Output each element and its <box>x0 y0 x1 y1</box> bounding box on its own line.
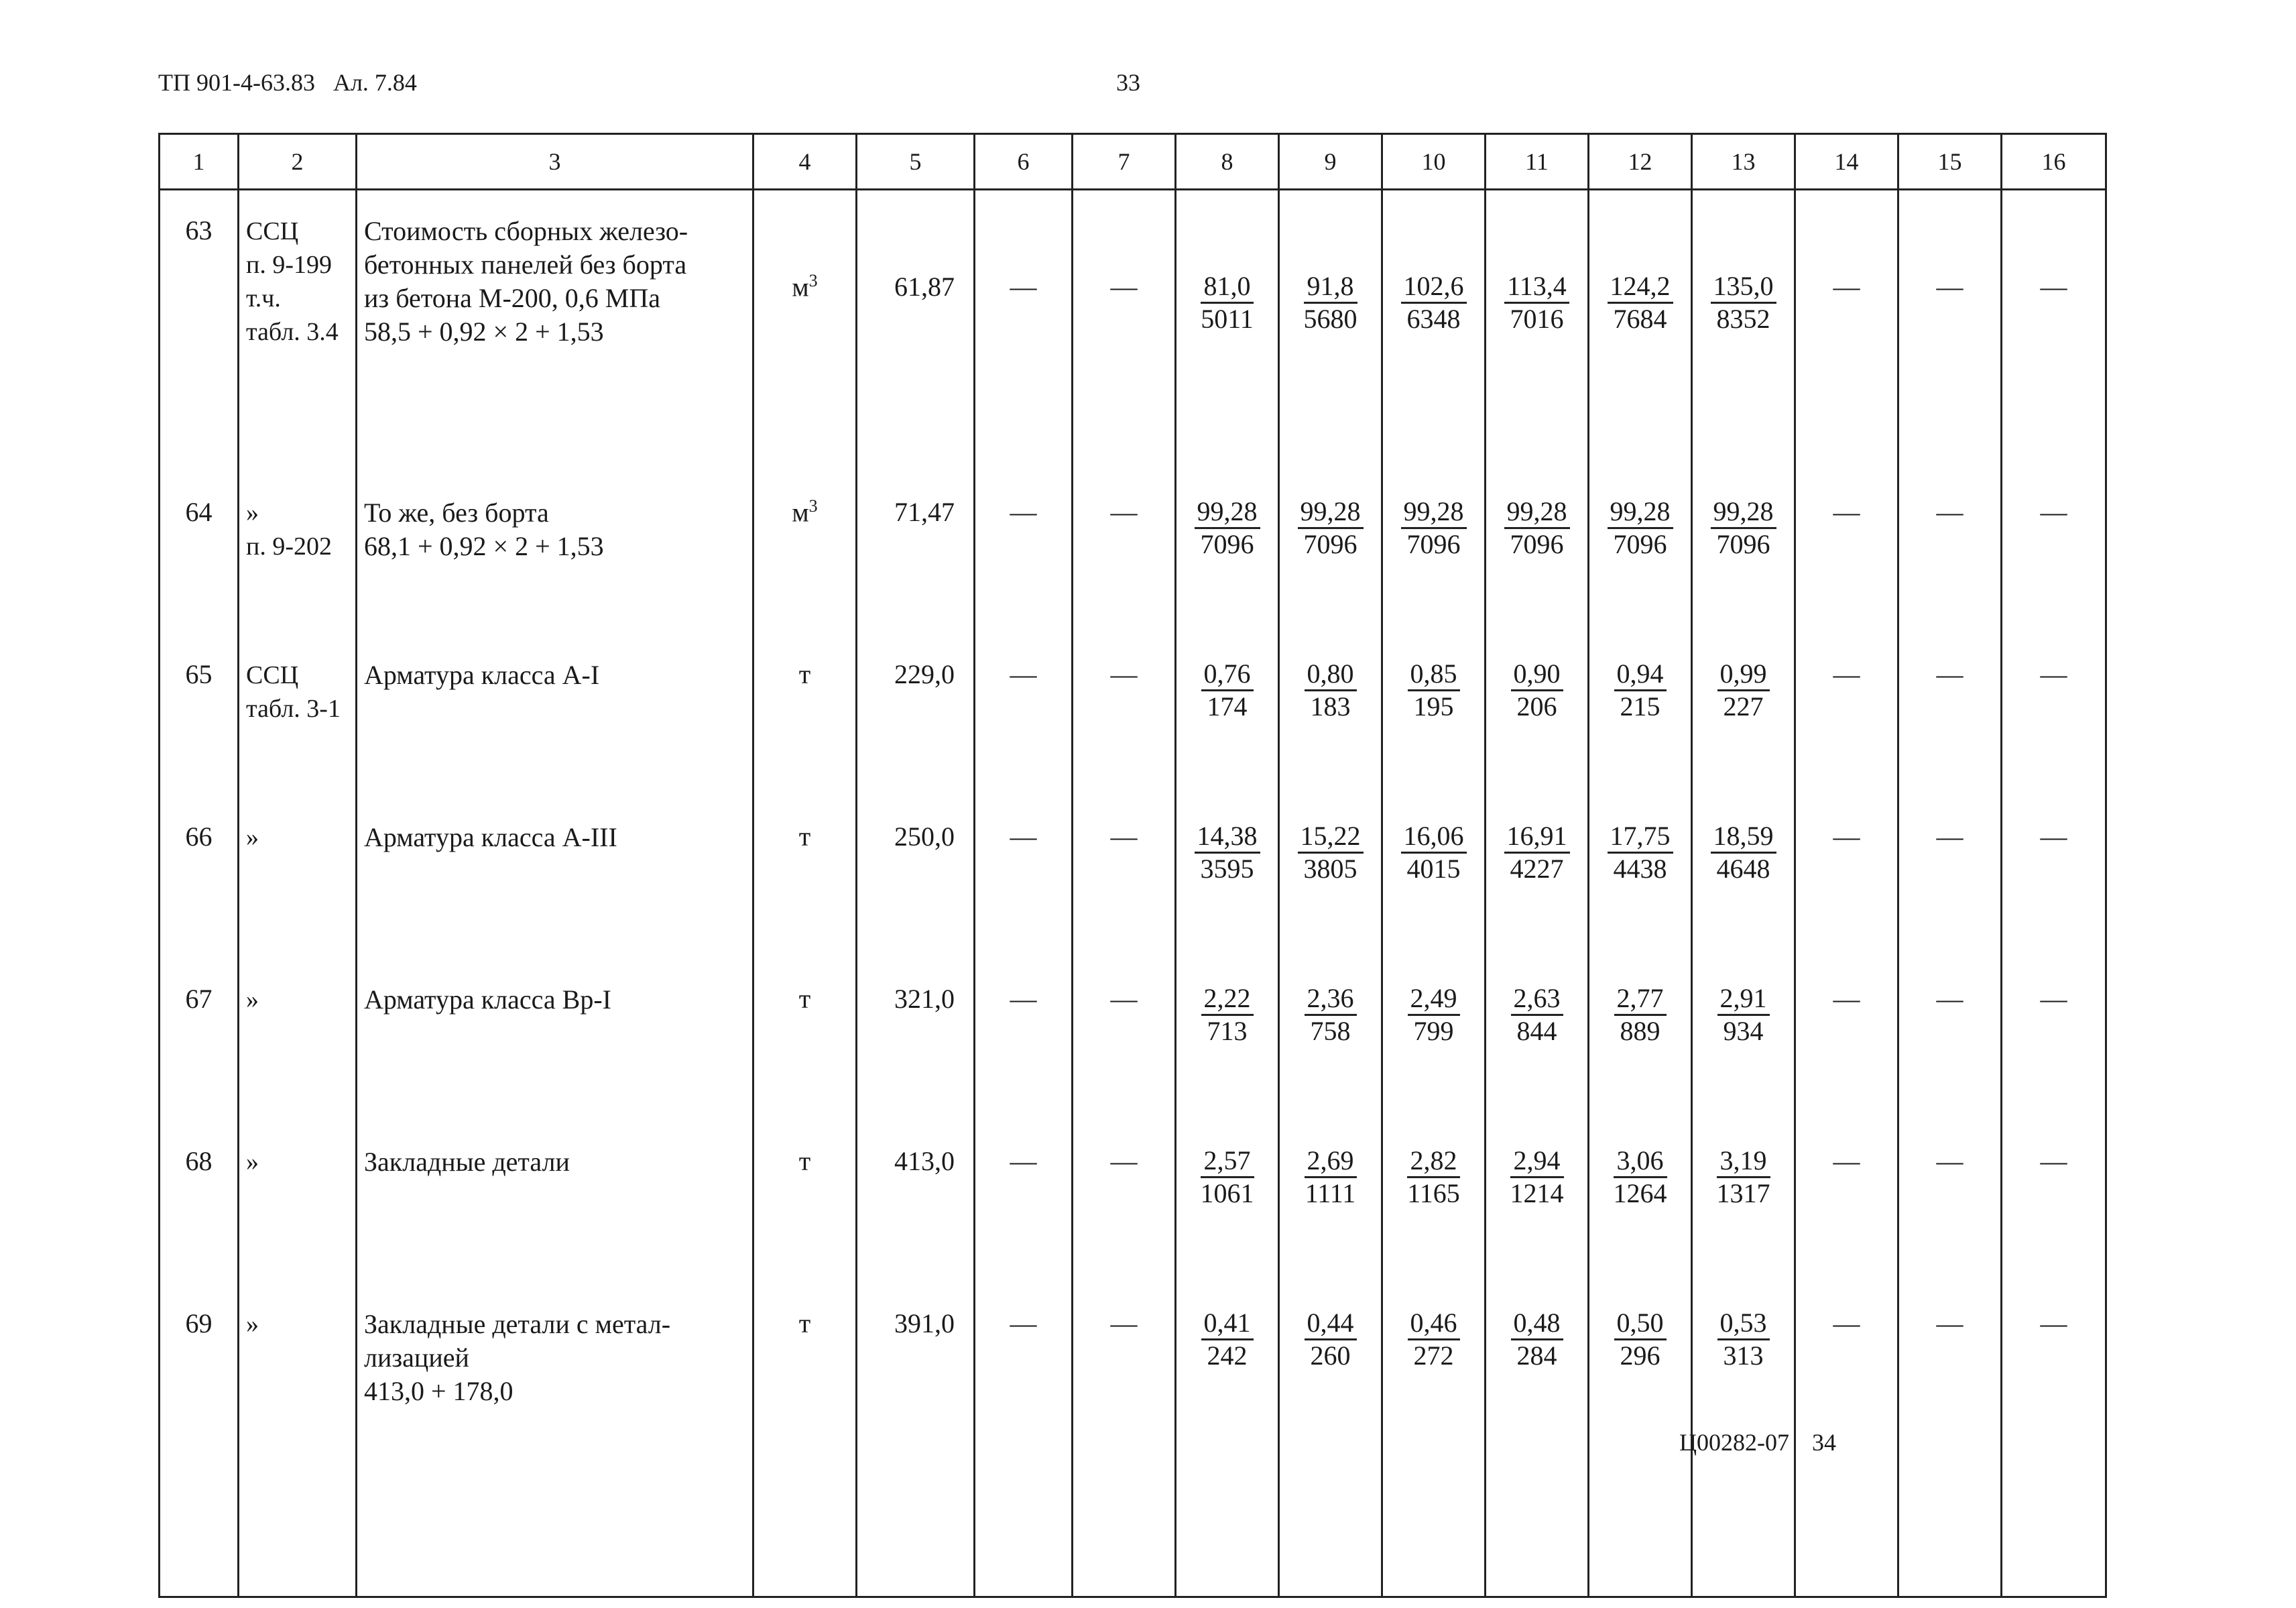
fraction-cell <box>1279 1118 1382 1281</box>
quantity: 2,94 <box>1510 1145 1564 1178</box>
unit-cell <box>753 190 857 470</box>
quantity: 99,28 <box>1504 496 1570 529</box>
fraction-cell <box>1382 632 1486 794</box>
doc-designation: ТП 901-4-63.83 <box>158 69 315 96</box>
col6-value: — <box>975 190 1073 470</box>
fraction-value <box>1510 1145 1564 1209</box>
cost: 7096 <box>1613 529 1667 559</box>
cost: 215 <box>1620 691 1660 722</box>
quantity: 0,44 <box>1305 1308 1357 1340</box>
cost: 174 <box>1207 691 1248 722</box>
cost: 1165 <box>1407 1178 1460 1208</box>
table-row <box>160 190 2106 470</box>
col14-value: — <box>1795 1118 1898 1281</box>
cost: 4438 <box>1613 854 1667 884</box>
quantity: 2,77 <box>1614 983 1667 1016</box>
fraction-value <box>1711 271 1776 335</box>
quantity: 0,94 <box>1614 658 1667 691</box>
col7-value: — <box>1073 956 1176 1118</box>
quantity: 2,69 <box>1305 1145 1357 1178</box>
quantity: 0,76 <box>1201 658 1254 691</box>
unit-cell <box>753 1118 857 1281</box>
fraction-value <box>1305 1308 1357 1371</box>
fraction-value <box>1195 496 1260 560</box>
unit: м <box>792 272 809 302</box>
quantity: 102,6 <box>1401 271 1467 304</box>
col14-value: — <box>1795 956 1898 1118</box>
unit-price: 250,0 <box>857 794 975 956</box>
fraction-cell <box>1279 190 1382 470</box>
fraction-value <box>1511 1308 1563 1371</box>
cost: 7096 <box>1510 529 1564 559</box>
fraction-cell <box>1279 1281 1382 1597</box>
unit-exponent: 3 <box>808 271 818 290</box>
fraction-cell <box>1589 956 1692 1118</box>
fraction-value <box>1511 658 1563 722</box>
fraction-cell <box>1692 794 1795 956</box>
quantity: 2,49 <box>1408 983 1460 1016</box>
col7-value: — <box>1073 1118 1176 1281</box>
quantity: 2,82 <box>1407 1145 1460 1178</box>
cost: 758 <box>1310 1016 1351 1046</box>
row-number: 65 <box>160 632 239 794</box>
quantity: 0,90 <box>1511 658 1563 691</box>
col16-value: — <box>2002 794 2106 956</box>
row-number: 64 <box>160 469 239 632</box>
fraction-cell <box>1692 632 1795 794</box>
unit: т <box>798 659 811 689</box>
fraction-value <box>1401 496 1467 560</box>
quantity: 2,57 <box>1201 1145 1254 1178</box>
column-header: 15 <box>1898 134 2002 190</box>
fraction-value <box>1305 658 1357 722</box>
quantity: 3,06 <box>1614 1145 1667 1178</box>
cost: 844 <box>1516 1016 1557 1046</box>
fraction-cell <box>1486 1281 1589 1597</box>
col7-value: — <box>1073 1281 1176 1597</box>
fraction-value <box>1401 821 1467 884</box>
col16-value: — <box>2002 956 2106 1118</box>
col14-value: — <box>1795 794 1898 956</box>
col15-value: — <box>1898 1118 2002 1281</box>
col7-value: — <box>1073 794 1176 956</box>
cost: 7096 <box>1406 529 1461 559</box>
cost: 7096 <box>1303 529 1357 559</box>
item-name: Арматура класса Вр-I <box>357 956 753 1118</box>
col14-value: — <box>1795 632 1898 794</box>
cost: 227 <box>1723 691 1764 722</box>
col16-value: — <box>2002 1118 2106 1281</box>
cost: 7096 <box>1200 529 1254 559</box>
column-header: 8 <box>1176 134 1279 190</box>
item-name: То же, без борта 68,1 + 0,92 × 2 + 1,53 <box>357 469 753 632</box>
price-reference: » <box>239 1281 357 1597</box>
cost: 7016 <box>1510 304 1564 334</box>
footer-code: Ц00282-07 <box>1679 1429 1789 1456</box>
col16-value: — <box>2002 632 2106 794</box>
fraction-cell <box>1589 469 1692 632</box>
cost-table <box>158 133 2107 1598</box>
table-row <box>160 469 2106 632</box>
price-reference: » <box>239 1118 357 1281</box>
fraction-value <box>1408 983 1460 1047</box>
col16-value: — <box>2002 190 2106 470</box>
cost: 4015 <box>1406 854 1461 884</box>
table-row <box>160 794 2106 956</box>
cost: 206 <box>1516 691 1557 722</box>
cost: 1214 <box>1510 1178 1564 1208</box>
column-header: 3 <box>357 134 753 190</box>
column-header: 6 <box>975 134 1073 190</box>
quantity: 2,22 <box>1201 983 1254 1016</box>
quantity: 16,06 <box>1401 821 1467 854</box>
fraction-value <box>1717 658 1770 722</box>
quantity: 99,28 <box>1298 496 1364 529</box>
table-row <box>160 1118 2106 1281</box>
column-header: 10 <box>1382 134 1486 190</box>
price-reference: ССЦ п. 9-199 т.ч. табл. 3.4 <box>239 190 357 470</box>
fraction-cell <box>1486 1118 1589 1281</box>
cost: 799 <box>1413 1016 1454 1046</box>
unit-price: 229,0 <box>857 632 975 794</box>
column-header: 7 <box>1073 134 1176 190</box>
fraction-value <box>1504 271 1569 335</box>
quantity: 135,0 <box>1711 271 1776 304</box>
col6-value: — <box>975 794 1073 956</box>
fraction-cell <box>1692 469 1795 632</box>
quantity: 2,63 <box>1511 983 1563 1016</box>
fraction-value <box>1511 983 1563 1047</box>
fraction-cell <box>1176 190 1279 470</box>
unit: т <box>798 821 811 852</box>
quantity: 14,38 <box>1195 821 1260 854</box>
fraction-cell <box>1382 956 1486 1118</box>
col6-value: — <box>975 956 1073 1118</box>
fraction-cell <box>1692 1118 1795 1281</box>
unit: т <box>798 1308 811 1338</box>
quantity: 0,41 <box>1201 1308 1254 1340</box>
cost: 4227 <box>1510 854 1564 884</box>
col16-value: — <box>2002 469 2106 632</box>
column-header: 14 <box>1795 134 1898 190</box>
fraction-value <box>1408 1308 1460 1371</box>
fraction-cell <box>1382 469 1486 632</box>
fraction-cell <box>1176 469 1279 632</box>
footer-sheet-number: 34 <box>1812 1429 1836 1456</box>
fraction-cell <box>1589 1118 1692 1281</box>
fraction-value <box>1717 1308 1770 1371</box>
cost: 7096 <box>1716 529 1770 559</box>
column-number-row <box>160 134 2106 190</box>
page-number: 33 <box>1116 69 1140 96</box>
cost: 260 <box>1310 1340 1351 1371</box>
unit: м <box>792 497 809 528</box>
col6-value: — <box>975 469 1073 632</box>
column-header: 5 <box>857 134 975 190</box>
fraction-cell <box>1176 794 1279 956</box>
col6-value: — <box>975 1281 1073 1597</box>
quantity: 91,8 <box>1304 271 1357 304</box>
cost: 5011 <box>1201 304 1254 334</box>
price-reference: » <box>239 956 357 1118</box>
cost: 889 <box>1620 1016 1660 1046</box>
price-reference: » <box>239 794 357 956</box>
row-number: 67 <box>160 956 239 1118</box>
fraction-value <box>1711 496 1776 560</box>
quantity: 17,75 <box>1608 821 1673 854</box>
fraction-cell <box>1589 794 1692 956</box>
item-name: Закладные детали <box>357 1118 753 1281</box>
row-number: 69 <box>160 1281 239 1597</box>
fraction-cell <box>1176 632 1279 794</box>
cost: 1264 <box>1613 1178 1667 1208</box>
col14-value: — <box>1795 190 1898 470</box>
fraction-cell <box>1176 1118 1279 1281</box>
fraction-value <box>1201 271 1254 335</box>
fraction-value <box>1614 983 1667 1047</box>
col7-value: — <box>1073 190 1176 470</box>
fraction-cell <box>1279 469 1382 632</box>
quantity: 0,80 <box>1305 658 1357 691</box>
album-designation: Ал. 7.84 <box>333 69 417 96</box>
fraction-value <box>1608 271 1673 335</box>
item-name: Арматура класса А-III <box>357 794 753 956</box>
cost: 296 <box>1620 1340 1660 1371</box>
fraction-value <box>1614 658 1667 722</box>
fraction-value <box>1717 983 1770 1047</box>
unit-price: 61,87 <box>857 190 975 470</box>
column-header: 9 <box>1279 134 1382 190</box>
unit-cell <box>753 469 857 632</box>
fraction-value <box>1305 983 1357 1047</box>
fraction-value <box>1608 821 1673 884</box>
cost: 3595 <box>1200 854 1254 884</box>
fraction-cell <box>1589 1281 1692 1597</box>
column-header: 11 <box>1486 134 1589 190</box>
table-row <box>160 632 2106 794</box>
fraction-cell <box>1279 956 1382 1118</box>
quantity: 99,28 <box>1195 496 1260 529</box>
fraction-cell <box>1176 1281 1279 1597</box>
row-number: 66 <box>160 794 239 956</box>
col15-value: — <box>1898 956 2002 1118</box>
column-header: 16 <box>2002 134 2106 190</box>
fraction-value <box>1614 1308 1667 1371</box>
column-header: 2 <box>239 134 357 190</box>
unit-price: 391,0 <box>857 1281 975 1597</box>
fraction-value <box>1201 983 1254 1047</box>
quantity: 113,4 <box>1504 271 1569 304</box>
price-reference: ССЦ табл. 3-1 <box>239 632 357 794</box>
cost: 5680 <box>1303 304 1357 334</box>
fraction-value <box>1408 658 1460 722</box>
fraction-value <box>1614 1145 1667 1209</box>
quantity: 0,50 <box>1614 1308 1667 1340</box>
fraction-cell <box>1279 632 1382 794</box>
quantity: 15,22 <box>1298 821 1364 854</box>
fraction-cell <box>1486 794 1589 956</box>
fraction-value <box>1608 496 1673 560</box>
fraction-cell <box>1486 190 1589 470</box>
quantity: 0,48 <box>1511 1308 1563 1340</box>
cost: 3805 <box>1303 854 1357 884</box>
item-name: Стоимость сборных железо- бетонных панелей без борта из бетона М-200, 0,6 МПа 58,5 + 0,92 × 2 + 1,53 <box>357 190 753 470</box>
fraction-value <box>1504 496 1570 560</box>
col15-value: — <box>1898 1281 2002 1597</box>
unit-cell <box>753 632 857 794</box>
fraction-cell <box>1176 956 1279 1118</box>
unit-cell <box>753 1281 857 1597</box>
fraction-cell <box>1692 956 1795 1118</box>
quantity: 99,28 <box>1608 496 1673 529</box>
quantity: 0,46 <box>1408 1308 1460 1340</box>
fraction-cell <box>1382 1118 1486 1281</box>
item-name: Арматура класса А-I <box>357 632 753 794</box>
cost: 242 <box>1207 1340 1248 1371</box>
fraction-cell <box>1486 469 1589 632</box>
fraction-value <box>1201 1308 1254 1371</box>
fraction-value <box>1298 496 1364 560</box>
fraction-value <box>1504 821 1570 884</box>
col6-value: — <box>975 632 1073 794</box>
item-name: Закладные детали с метал- лизацией 413,0 + 178,0 <box>357 1281 753 1597</box>
column-header: 1 <box>160 134 239 190</box>
quantity: 99,28 <box>1401 496 1467 529</box>
unit-price: 413,0 <box>857 1118 975 1281</box>
fraction-cell <box>1382 190 1486 470</box>
quantity: 2,36 <box>1305 983 1357 1016</box>
document-code-header <box>158 68 417 97</box>
col7-value: — <box>1073 469 1176 632</box>
fraction-value <box>1717 1145 1770 1209</box>
cost: 8352 <box>1716 304 1770 334</box>
fraction-cell <box>1486 956 1589 1118</box>
column-header: 12 <box>1589 134 1692 190</box>
fraction-cell <box>1589 632 1692 794</box>
fraction-cell <box>1692 190 1795 470</box>
quantity: 0,53 <box>1717 1308 1770 1340</box>
unit-price: 321,0 <box>857 956 975 1118</box>
unit-price: 71,47 <box>857 469 975 632</box>
cost: 1111 <box>1305 1178 1356 1208</box>
cost: 272 <box>1413 1340 1454 1371</box>
quantity: 16,91 <box>1504 821 1570 854</box>
unit-exponent: 3 <box>808 496 818 516</box>
col15-value: — <box>1898 469 2002 632</box>
footer <box>1679 1428 1836 1456</box>
price-reference: » п. 9-202 <box>239 469 357 632</box>
fraction-cell <box>1486 632 1589 794</box>
col14-value: — <box>1795 1281 1898 1597</box>
quantity: 18,59 <box>1711 821 1776 854</box>
cost: 195 <box>1413 691 1454 722</box>
column-header: 13 <box>1692 134 1795 190</box>
col15-value: — <box>1898 794 2002 956</box>
quantity: 0,85 <box>1408 658 1460 691</box>
quantity: 3,19 <box>1717 1145 1770 1178</box>
fraction-cell <box>1589 190 1692 470</box>
fraction-cell <box>1382 794 1486 956</box>
cost: 284 <box>1516 1340 1557 1371</box>
col16-value: — <box>2002 1281 2106 1597</box>
quantity: 124,2 <box>1608 271 1673 304</box>
quantity: 0,99 <box>1717 658 1770 691</box>
row-number: 63 <box>160 190 239 470</box>
fraction-value <box>1407 1145 1460 1209</box>
quantity: 81,0 <box>1201 271 1254 304</box>
column-header: 4 <box>753 134 857 190</box>
fraction-value <box>1711 821 1776 884</box>
table-row <box>160 956 2106 1118</box>
col15-value: — <box>1898 632 2002 794</box>
fraction-cell <box>1279 794 1382 956</box>
cost: 313 <box>1723 1340 1764 1371</box>
fraction-value <box>1304 271 1357 335</box>
unit-cell <box>753 956 857 1118</box>
cost: 183 <box>1310 691 1351 722</box>
cost: 1317 <box>1716 1178 1770 1208</box>
row-number: 68 <box>160 1118 239 1281</box>
fraction-value <box>1201 1145 1254 1209</box>
fraction-cell <box>1382 1281 1486 1597</box>
cost: 6348 <box>1406 304 1461 334</box>
fraction-value <box>1298 821 1364 884</box>
fraction-value <box>1401 271 1467 335</box>
cost: 934 <box>1723 1016 1764 1046</box>
fraction-value <box>1305 1145 1357 1209</box>
unit: т <box>798 1146 811 1176</box>
cost: 713 <box>1207 1016 1248 1046</box>
quantity: 99,28 <box>1711 496 1776 529</box>
cost: 4648 <box>1716 854 1770 884</box>
cost: 7684 <box>1613 304 1667 334</box>
fraction-value <box>1195 821 1260 884</box>
unit-cell <box>753 794 857 956</box>
col15-value: — <box>1898 190 2002 470</box>
fraction-value <box>1201 658 1254 722</box>
cost: 1061 <box>1200 1178 1254 1208</box>
col14-value: — <box>1795 469 1898 632</box>
unit: т <box>798 984 811 1014</box>
col7-value: — <box>1073 632 1176 794</box>
quantity: 2,91 <box>1717 983 1770 1016</box>
col6-value: — <box>975 1118 1073 1281</box>
